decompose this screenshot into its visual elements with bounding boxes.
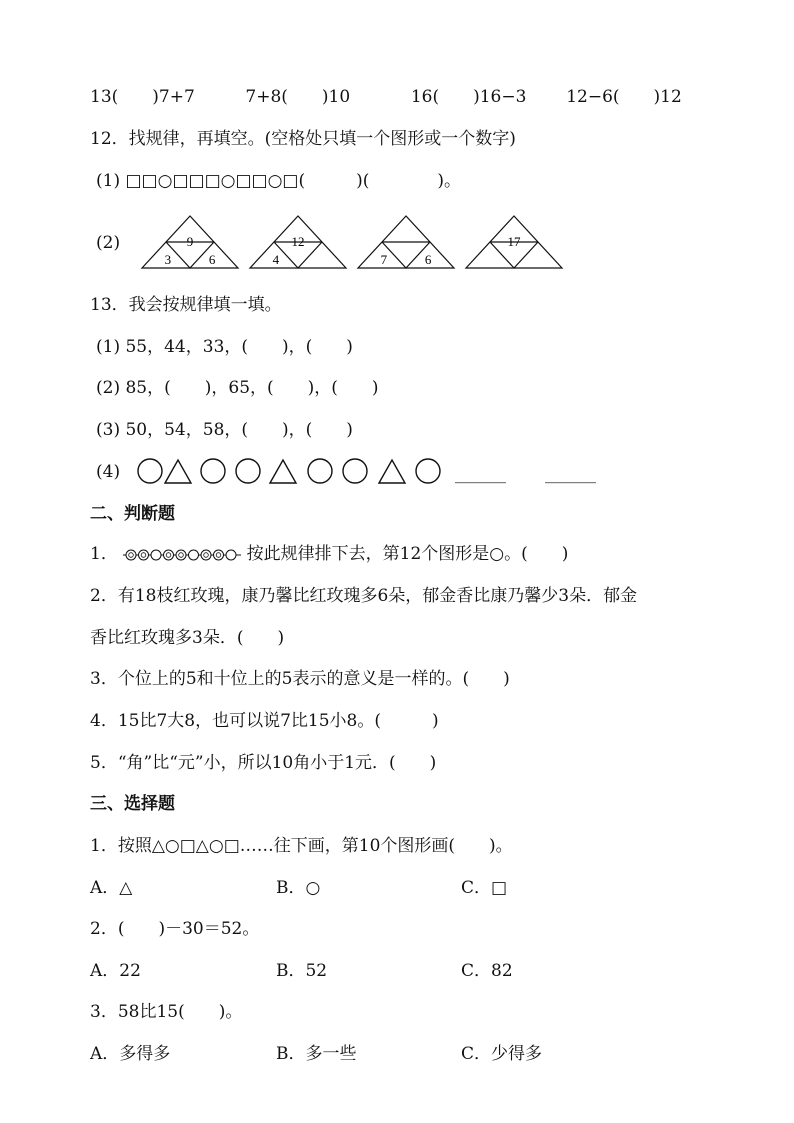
triangle-icon [270,460,296,483]
q13-part4-label: (4) [96,462,121,482]
judge-item-2: 2．有18枝红玫瑰，康乃馨比红玫瑰多6朵，郁金香比康乃馨少3朵．郁金 [90,586,638,606]
choice-q1-option-c[interactable]: C．□ [461,878,508,898]
choice-q1-option-b[interactable]: B．○ [276,878,321,898]
circle-icon [308,459,332,483]
choice-q2-option-a[interactable]: A．22 [90,961,141,981]
q12-title: 12．找规律，再填空。(空格处只填一个图形或一个数字) [90,129,516,149]
triangle-icon [379,460,405,483]
choice-q1: 1．按照△○□△○□……往下画，第10个图形画( )。 [90,836,513,856]
triangle-top-number: 9 [186,234,194,249]
q12-part1: (1) □□○□□□○□□○□( )( )。 [96,171,462,191]
triangle-icon [165,460,191,483]
q13-blank-1[interactable]: ______ [455,464,506,484]
choice-q3-option-a[interactable]: A．多得多 [90,1044,171,1064]
triangle-left-number: 7 [380,252,388,267]
triangle-right-number: 6 [424,252,432,267]
triangle-puzzle [142,216,238,268]
judge-item-3: 3．个位上的5和十位上的5表示的意义是一样的。( ) [90,669,510,689]
q13-part3: (3) 50，54，58，( )，( ) [96,420,353,440]
circle-icon [416,459,440,483]
triangle-left-number: 4 [272,252,280,267]
triangle-top-number: 12 [291,234,305,249]
triangle-right-number: 6 [208,252,216,267]
triangle-left-number: 3 [164,252,172,267]
circle-icon [201,459,225,483]
circle-icon [236,459,260,483]
shape-sequence [130,455,460,487]
choice-q3-option-c[interactable]: C．少得多 [461,1044,543,1064]
bead-circle-icon [151,550,161,560]
judge-item-1-number: 1． [90,544,118,564]
judge-header: 二、判断题 [90,504,175,524]
bead-circle-icon [176,550,186,560]
triangle-puzzle [250,216,346,268]
q13-part1: (1) 55，44，33，( )，( ) [96,337,353,357]
choice-header: 三、选择题 [90,794,175,814]
judge-item-4: 4．15比7大8，也可以说7比15小8。( ) [90,711,439,731]
judge-item-1 [90,543,568,565]
judge-item-1-text: 按此规律排下去，第12个图形是○。( ) [246,544,569,564]
bead-circle-icon [226,550,236,560]
triangle-puzzles [0,208,794,274]
q13-blank-2[interactable]: ______ [545,464,596,484]
triangle-inner-lines [382,242,430,268]
choice-q2-option-b[interactable]: B．52 [276,961,328,981]
circle-pattern-icon [123,548,241,562]
bead-circle-icon [139,550,149,560]
bead-circle-icon [164,550,174,560]
choice-q1-option-a[interactable]: A．△ [90,878,133,898]
compare-item: 12−6( )12 [566,87,682,107]
compare-item: 16( )16−3 [410,87,527,107]
bead-circle-icon [214,550,224,560]
choice-q2-option-c[interactable]: C．82 [461,961,513,981]
triangle-top-number: 17 [507,234,521,249]
judge-item-2-cont: 香比红玫瑰多3朵．( ) [90,628,285,648]
bead-circle-icon [126,550,136,560]
q13-title: 13．我会按规律填一填。 [90,295,282,315]
choice-q3: 3．58比15( )。 [90,1002,243,1022]
triangle-puzzle [466,216,562,268]
q12-part2-label: (2) [96,233,121,253]
circle-icon [343,459,367,483]
compare-item: 13( )7+7 [90,87,195,107]
circle-icon [138,459,162,483]
choice-q2: 2．( )－30＝52。 [90,919,260,939]
q13-part2: (2) 85，( )，65，( )，( ) [96,378,379,398]
triangle-puzzle [358,216,454,268]
choice-q3-option-b[interactable]: B．多一些 [276,1044,357,1064]
bead-circle-icon [189,550,199,560]
compare-item: 7+8( )10 [245,87,351,107]
compare-row [90,86,682,108]
judge-item-5: 5．“角”比“元”小，所以10角小于1元．( ) [90,753,437,773]
bead-circle-icon [201,550,211,560]
